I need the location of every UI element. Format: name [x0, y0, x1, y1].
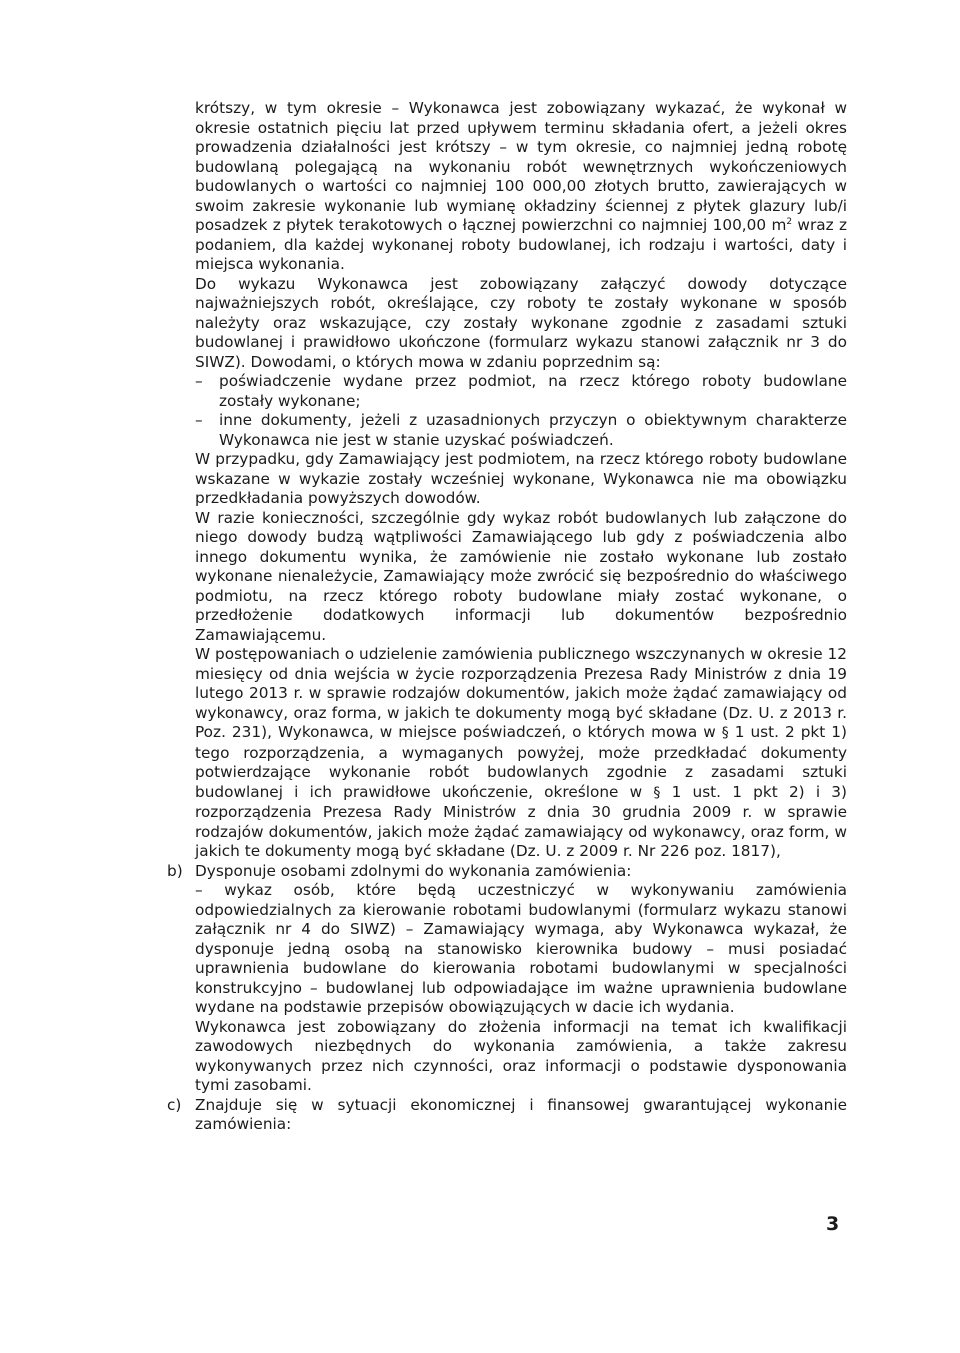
list-item-b	[167, 862, 847, 1096]
dash-marker: –	[195, 372, 203, 390]
paragraph-client-case: W przypadku, gdy Zamawiający jest podmiotem, na rzecz którego roboty budowlane wskazane w wykazie zostały wcześniej wykonane, Wykonawca nie ma obowiązku przedkładania powyższych dowodów.	[195, 450, 847, 507]
list-item-c	[167, 1096, 847, 1135]
superscript-2: 2	[786, 217, 793, 227]
paragraph-evidence: Do wykazu Wykonawca jest zobowiązany załączyć dowody dotyczące najważniejszych robót, określające, czy roboty te zostały wykonane w sposób należyty oraz wskazujące, czy zostały wykonane zgodnie z zasadami sztuki budowlanej i prawidłowo ukończone (formularz wykazu stanowi załącznik nr 3 do SIWZ). Dowodami, o których mowa w zdaniu poprzednim są:	[195, 274, 847, 371]
dash-marker: –	[195, 411, 203, 429]
list-item	[195, 411, 847, 450]
paragraph-experience-requirement: krótszy, w tym okresie – Wykonawca jest zobowiązany wykazać, że wykonał w okresie ostatnich pięciu lat przed upływem terminu składania ofert, a jeżeli okres prowadzenia działalności jest krótszy – w tym okresie, co najmniej jedną robotę budowlaną polegającą na wykonaniu robót wewnętrznych wykończeniowych budowlanych o wartości co najmniej 100 000,00 złotych brutto, zawierających w swoim zakresie wykonanie lub wymianę okładziny ściennej z płytek glazury lub/i posadzek z płytek terakotowych o łącznej powierzchni co najmniej 100,00 $m^2$ wraz z podaniem, dla każdej wykonanej roboty budowlanej, ich rodzaju i wartości, daty i miejsca wykonania.	[195, 99, 847, 273]
item-b-paragraph-1: – wykaz osób, które będą uczestniczyć w wykonywaniu zamówienia odpowiedzialnych za kierowanie robotami budowlanymi (formularz wykazu stanowi załącznik nr 4 do SIWZ) – Zamawiający wymaga, aby Wykonawca wykazał, że dysponuje jedną osobą na stanowisko kierownika budowy – musi posiadać uprawnienia budowlane do kierowania robotami budowlanymi w specjalności konstrukcyjno – budowlanej lub odpowiadające im ważne uprawnienia budowlane wydane na podstawie przepisów obowiązujących w dacie ich wydania.	[195, 881, 847, 1016]
page-number: 3	[826, 1213, 840, 1235]
item-c-title: Znajduje się w sytuacji ekonomicznej i finansowej gwarantującej wykonanie zamówienia:	[195, 1095, 847, 1133]
document-body	[167, 99, 847, 1135]
item-marker-c: c)	[167, 1095, 182, 1114]
section-sign: §	[653, 784, 661, 801]
section-sign: §	[721, 725, 729, 741]
paragraph-transitional-rules: W postępowaniach o udzielenie zamówienia publicznego wszczynanych w okresie 12 miesięcy od dnia wejścia w życie rozporządzenia Prezesa Rady Ministrów z dnia 19 lutego 2013 r. w sprawie rodzajów dokumentów, jakich może żądać zamawiający od wykonawcy, oraz forma, w jakich te dokumenty mogą być składane (Dz. U. z 2013 r. Poz. 231), Wykonawca, w miejsce poświadczeń, o których mowa w § 1 ust. 2 pkt 1) tego rozporządzenia, a wymaganych powyżej, może przedkładać dokumenty potwierdzające wykonanie robót budowlanych zgodnie z zasadami sztuki budowlanej i ich prawidłowe ukończenie, określone w § 1 ust. 1 pkt 2) i 3) rozporządzenia Prezesa Rady Ministrów z dnia 30 grudnia 2009 r. w sprawie rodzajów dokumentów, jakich może żądać zamawiający od wykonawcy, oraz form, w jakich te dokumenty mogą być składane (Dz. U. z 2009 r. Nr 226 poz. 1817),	[195, 645, 847, 860]
paragraph-doubts: W razie konieczności, szczególnie gdy wykaz robót budowlanych lub załączone do niego dowody budzą wątpliwości Zamawiającego lub gdy z poświadczenia albo innego dokumentu wynika, że zamówienie nie zostało wykonane lub zostało wykonane nienależycie, Zamawiający może zwrócić się bezpośrednio do właściwego podmiotu, na rzecz którego roboty budowlane miały zostać wykonane, o przedłożenie dodatkowych informacji lub dokumentów bezpośrednio Zamawiającemu.	[195, 508, 847, 644]
item-b-paragraph-2: Wykonawca jest zobowiązany do złożenia informacji na temat ich kwalifikacji zawodowych niezbędnych do wykonania zamówienia, a także zakresu wykonywanych przez nich czynności, oraz informacji o podstawie dysponowania tymi zasobami.	[195, 1017, 847, 1094]
list-item	[195, 372, 847, 411]
list-item-text: inne dokumenty, jeżeli z uzasadnionych przyczyn o obiektywnym charakterze Wykonawca nie jest w stanie uzyskać poświadczeń.	[219, 411, 847, 449]
list-item-text: poświadczenie wydane przez podmiot, na rzecz którego roboty budowlane zostały wykonane;	[219, 372, 847, 410]
item-marker-b: b)	[167, 861, 183, 880]
item-b-title: Dysponuje osobami zdolnymi do wykonania zamówienia:	[195, 861, 632, 880]
